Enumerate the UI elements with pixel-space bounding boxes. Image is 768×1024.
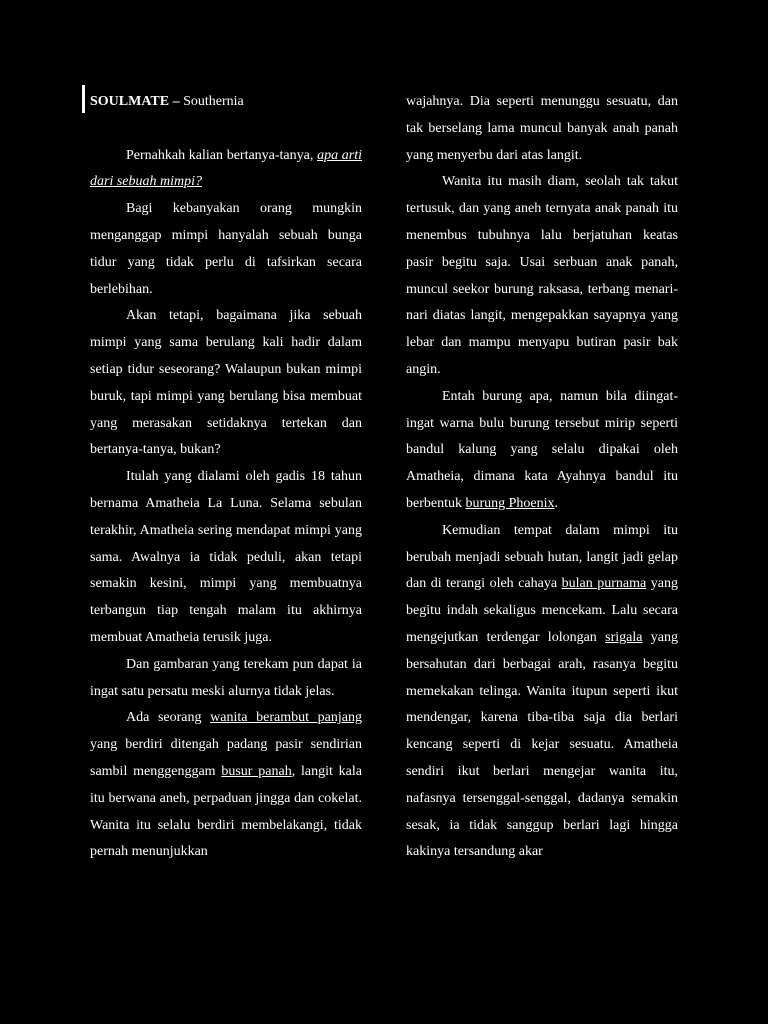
right-column (406, 89, 678, 866)
paragraph: Bagi kebanyakan orang mungkin menganggap mimpi hanyalah sebuah bunga tidur yang tidak perlu di tafsirkan secara berlebihan. (90, 201, 362, 297)
underlined-phrase: bulan purnama (561, 576, 647, 592)
paragraph: Itulah yang dialami oleh gadis 18 tahun bernama Amatheia La Luna. Selama sebulan terakhir, Amatheia sering mendapat mimpi yang sama. Awalnya ia tidak peduli, akan tetapi semakin kesini, mimpi yang membuatnya terbangun tiap tengah malam itu akhirnya membuat Amatheia terusik juga. (90, 469, 362, 645)
text-run: Entah burung apa, namun bila diingat-ingat warna bulu burung tersebut mirip seperti bandul kalung yang selalu dipakai oleh Amatheia, dimana kata Ayahnya bandul itu berbentuk (406, 388, 678, 511)
text-run: yang begitu indah sekaligus mencekam. Lalu secara mengejutkan terdengar lolongan (406, 576, 678, 645)
underlined-phrase: wanita berambut panjang (210, 710, 362, 726)
underlined-phrase: srigala (605, 629, 643, 645)
title-dash: – (169, 94, 184, 109)
underlined-phrase: busur panah (221, 763, 292, 779)
text-run: yang berdiri ditengah padang pasir sendirian sambil menggenggam (90, 737, 362, 779)
author-name: Southernia (183, 94, 244, 109)
paragraph: Dan gambaran yang terekam pun dapat ia ingat satu persatu meski alurnya tidak jelas. (90, 656, 362, 699)
title-accent-bar (82, 85, 85, 113)
paragraph (90, 705, 362, 866)
title-spacer (90, 116, 362, 143)
text-run: Ada seorang (126, 710, 211, 726)
text-run: . (554, 495, 559, 511)
paragraph (90, 143, 362, 197)
left-column (90, 89, 362, 866)
text-run: Pernahkah kalian bertanya-tanya, (126, 147, 318, 163)
document-title (90, 89, 362, 116)
underlined-question: apa arti dari sebuah mimpi? (90, 147, 362, 190)
title-text: SOULMATE (90, 94, 170, 109)
paragraph: wajahnya. Dia seperti menunggu sesuatu, dan tak berselang lama muncul banyak anah panah yang menyerbu dari atas langit. (406, 94, 678, 163)
text-run: , langit kala itu berwana aneh, perpaduan jingga dan cokelat. Wanita itu selalu berdiri membelakangi, tidak pernah menunjukkan (90, 763, 362, 860)
text-run: yang bersahutan dari berbagai arah, rasanya begitu memekakan telinga. Wanita itupun seperti ikut mendengar, karena tiba-tiba saja dia berlari kencang seperti di kejar sesuatu. Amatheia sendiri ikut berlari mengejar wanita itu, nafasnya tersenggal-senggal, dadanya semakin sesak, ia tidak sanggup berlari lagi hingga kakinya tersandung akar (406, 629, 678, 860)
text-run: Kemudian tempat dalam mimpi itu berubah menjadi sebuah hutan, langit jadi gelap dan di terangi oleh cahaya (406, 522, 678, 592)
paragraph (406, 518, 678, 866)
paragraph: Wanita itu masih diam, seolah tak takut tertusuk, dan yang aneh ternyata anak panah itu menembus tubuhnya lalu berjatuhan keatas pasir begitu saja. Usai serbuan anak panah, muncul seekor burung raksasa, terbang menari-nari diatas langit, mengepakkan sayapnya yang lebar dan mampu menyapu butiran pasir bak angin. (406, 174, 678, 377)
underlined-phrase: burung Phoenix (465, 495, 555, 511)
paragraph: Akan tetapi, bagaimana jika sebuah mimpi yang sama berulang kali hadir dalam setiap tidur seseorang? Walaupun bukan mimpi buruk, tapi mimpi yang berulang bisa membuat yang merasakan setidaknya tertekan dan bertanya-tanya, bukan? (90, 308, 362, 458)
paragraph (406, 384, 678, 518)
